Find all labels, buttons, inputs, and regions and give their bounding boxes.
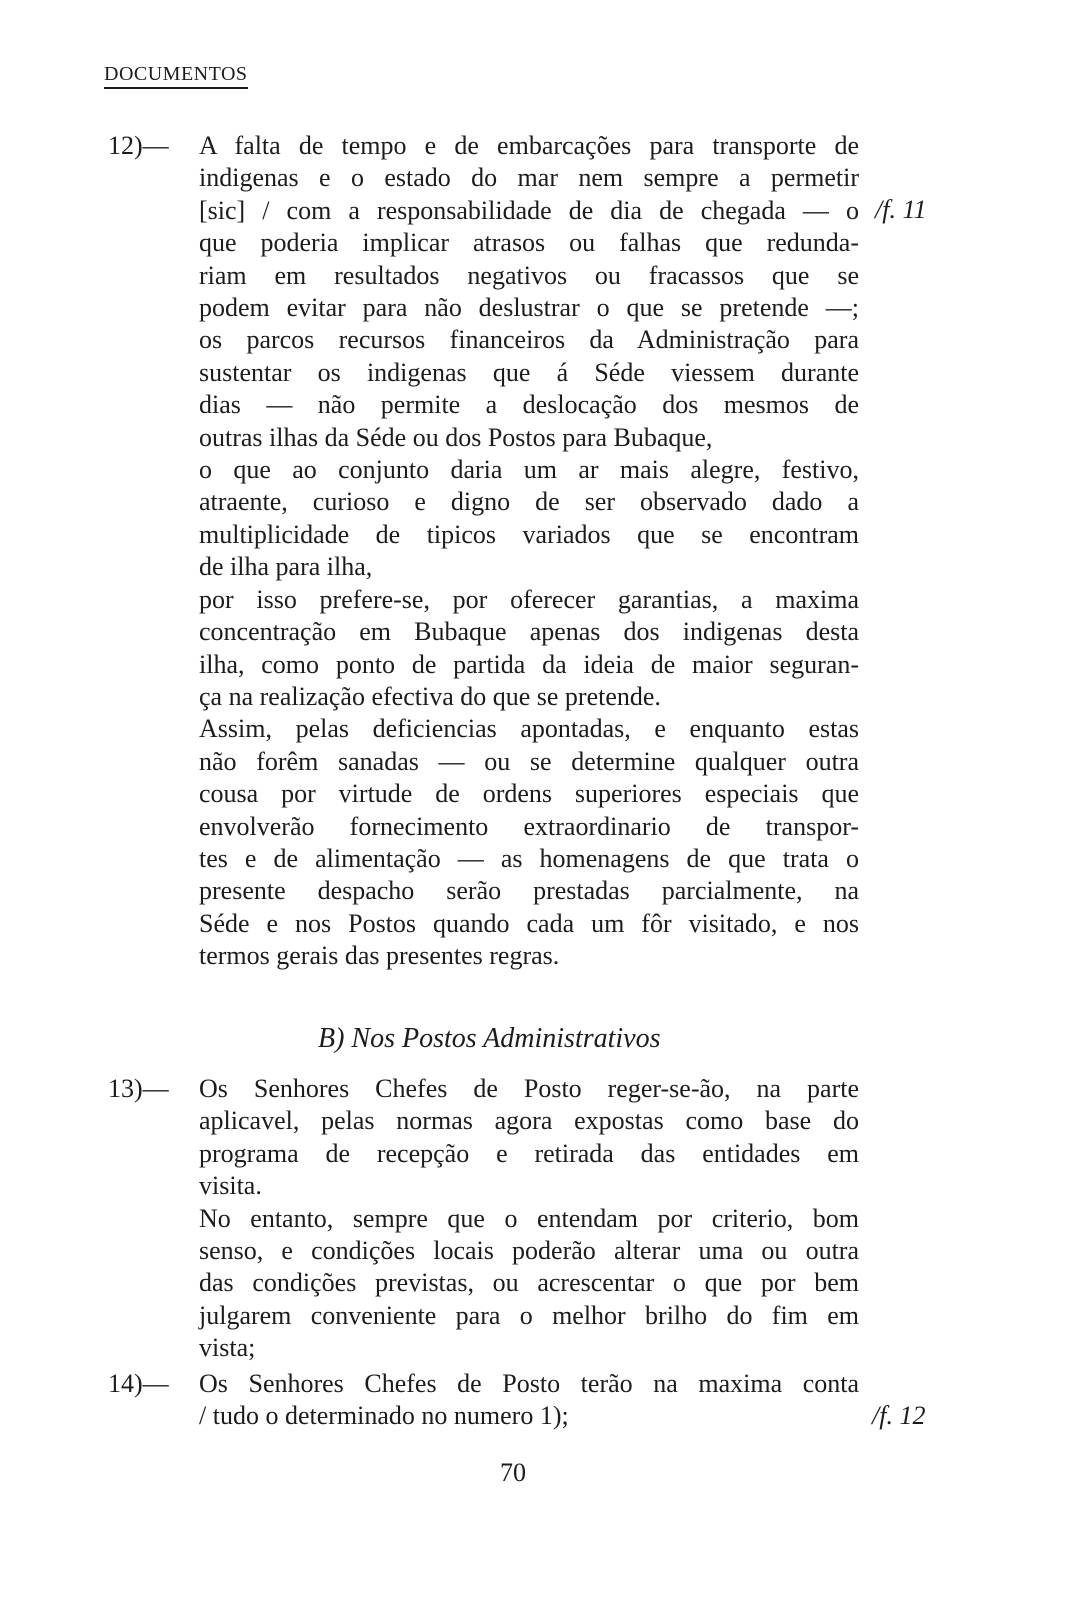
page-number: 70 bbox=[500, 1458, 526, 1487]
text-line: presente despacho serão prestadas parcialmente, na bbox=[199, 876, 859, 906]
margin-folio-note: /f. 12 bbox=[872, 1401, 926, 1430]
text-line: dias — não permite a deslocação dos mesmos de bbox=[199, 390, 859, 420]
text-line: tes e de alimentação — as homenagens de que trata o bbox=[199, 843, 859, 873]
text-line: No entanto, sempre que o entendam por criterio, bom bbox=[199, 1203, 859, 1233]
item-12-text bbox=[199, 130, 859, 973]
item-number: 12)— bbox=[108, 131, 169, 160]
text-line: por isso prefere-se, por oferecer garantias, a maxima bbox=[199, 584, 859, 614]
text-line: podem evitar para não deslustrar o que se pretende —; bbox=[199, 293, 859, 323]
text-line: vista; bbox=[199, 1333, 256, 1363]
text-line: A falta de tempo e de embarcações para transporte de bbox=[199, 131, 859, 160]
text-line: Assim, pelas deficiencias apontadas, e enquanto estas bbox=[199, 714, 859, 744]
text-line: senso, e condições locais poderão alterar uma ou outra bbox=[199, 1236, 859, 1266]
margin-folio-note: /f. 11 bbox=[875, 195, 927, 224]
text-line: termos gerais das presentes regras. bbox=[199, 941, 560, 971]
item-number: 14)— bbox=[108, 1369, 169, 1398]
text-line: cousa por virtude de ordens superiores especiais que bbox=[199, 779, 859, 809]
text-line: atraente, curioso e digno de ser observado dado a bbox=[199, 487, 859, 517]
text-line: não forêm sanadas — ou se determine qualquer outra bbox=[199, 746, 859, 776]
text-line: de ilha para ilha, bbox=[199, 552, 373, 582]
text-line: ilha, como ponto de partida da ideia de maior seguran- bbox=[199, 649, 859, 679]
text-line: Os Senhores Chefes de Posto reger-se-ão, na parte bbox=[199, 1074, 859, 1103]
text-line: que poderia implicar atrasos ou falhas que redunda- bbox=[199, 228, 859, 258]
item-13-text bbox=[199, 1073, 859, 1365]
text-line: ça na realização efectiva do que se pretende. bbox=[199, 681, 661, 711]
running-header: DOCUMENTOS bbox=[104, 62, 248, 89]
item-14-text bbox=[199, 1368, 859, 1433]
text-line: o que ao conjunto daria um ar mais alegre, festivo, bbox=[199, 455, 859, 485]
text-line: os parcos recursos financeiros da Administração para bbox=[199, 325, 859, 355]
text-line: visita. bbox=[199, 1171, 262, 1201]
text-line: indigenas e o estado do mar nem sempre a permetir bbox=[199, 163, 859, 193]
text-line: programa de recepção e retirada das entidades em bbox=[199, 1138, 859, 1168]
text-line: outras ilhas da Séde ou dos Postos para Bubaque, bbox=[199, 422, 713, 452]
text-line: / tudo o determinado no numero 1); bbox=[199, 1401, 569, 1431]
text-line: envolverão fornecimento extraordinario de transpor- bbox=[199, 811, 859, 841]
text-line: Os Senhores Chefes de Posto terão na maxima conta bbox=[199, 1369, 859, 1398]
text-line: riam em resultados negativos ou fracassos que se bbox=[199, 260, 859, 290]
text-line: Séde e nos Postos quando cada um fôr visitado, e nos bbox=[199, 908, 859, 938]
text-line: concentração em Bubaque apenas dos indigenas desta bbox=[199, 617, 859, 647]
text-line: das condições previstas, ou acrescentar o que por bem bbox=[199, 1268, 859, 1298]
item-number: 13)— bbox=[108, 1074, 169, 1103]
text-line: multiplicidade de tipicos variados que se encontram bbox=[199, 519, 859, 549]
text-line: sustentar os indigenas que á Séde viessem durante bbox=[199, 357, 859, 387]
text-line: julgarem conveniente para o melhor brilho do fim em bbox=[199, 1300, 859, 1330]
section-title: B) Nos Postos Administrativos bbox=[318, 1023, 661, 1054]
text-line: aplicavel, pelas normas agora expostas como base do bbox=[199, 1106, 859, 1136]
text-line: [sic] / com a responsabilidade de dia de chegada — o bbox=[199, 195, 859, 225]
